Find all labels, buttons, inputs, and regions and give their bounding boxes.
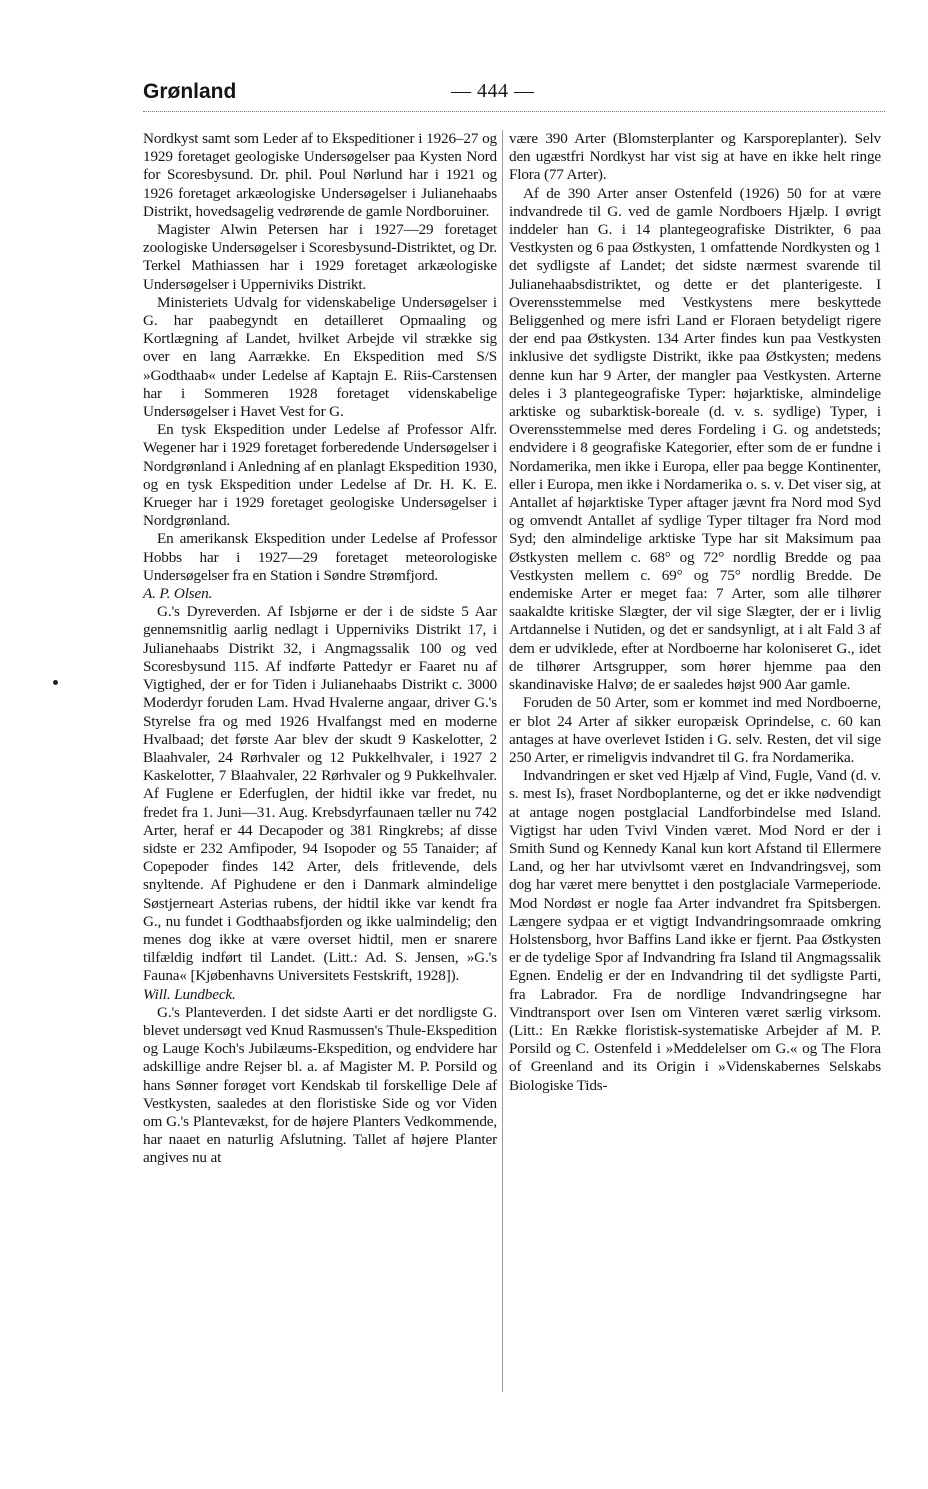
paragraph: Nordkyst samt som Leder af to Ekspeditioner i 1926–27 og 1929 foretaget geologiske Undersøgelser paa Kysten Nord for Scoresbysund. Dr. phil. Poul Nørlund har i 1921 og 1926 foretaget arkæologiske Undersøgelser i Julianehaabs Distrikt, hovedsagelig vedrørende de gamle Nordboruiner. bbox=[143, 130, 497, 220]
paragraph: være 390 Arter (Blomsterplanter og Karsporeplanter). Selv den ugæstfri Nordkyst har vist sig at have en ikke helt ringe Flora (77 Arter). bbox=[509, 130, 881, 184]
paragraph: Af de 390 Arter anser Ostenfeld (1926) 50 for at være indvandrede til G. ved de gamle Nordboers Hjælp. I øvrigt inddeler han G. i 14 plantegeografiske Distrikter, 6 paa Vestkysten og 6 paa Østkysten, 1 omfattende Nordkysten og 1 det sydligste af Landet; det sidste nærmest svarende til Julianehaabsdistriktet, og dette er det planterigeste. I Overensstemmelse med Vestkystens mere beskyttede Beliggenhed og mere isfri Land er Floraen betydeligt rigere der end paa Østkysten. 134 Arter findes kun paa Vestkysten inklusive det sydligste Distrikt, ikke paa Østkysten; medens denne kun har 9 Arter, der mangler paa Vestkysten. Arterne deles i 3 plantegeografiske Typer: højarktiske, almindelige arktiske og subarktisk-boreale (d. v. s. sydlige) Typer, i Overensstemmelse med deres Fordeling i G. og andetsteds; endvidere i 8 geografiske Kategorier, efter som de er fundne i Nordamerika, men ikke i Europa, eller paa begge Kontinenter, eller i Europa, men ikke i Nordamerika o. s. v. Det viser sig, at Antallet af højarktiske Typer aftager jævnt fra Nord mod Syd og omvendt Antallet af sydlige Typer tiltager fra Nord mod Syd; den almindelige arktiske Type har sit Maksimum paa Østkysten mellem c. 68° og 72° nordlig Bredde og paa Vestkysten mellem c. 69° og 75° nordlig Bredde. De endemiske Arter er meget faa: 7 Arter, som alle tilhører saakaldte kritiske Slægter, der vil sige Slægter, der er i livlig Artdannelse i Nutiden, og det er sandsynligt, at i alt Fald 3 af dem er udviklede, efter at Nordboerne har koloniseret G., idet de tilhører Artsgrupper, som hører hjemme paa den skandinaviske Halvø; de er saaledes højst 900 Aar gamle. bbox=[509, 184, 881, 694]
left-column bbox=[143, 130, 497, 1168]
author-signature: A. P. Olsen. bbox=[143, 585, 213, 603]
paragraph: Magister Alwin Petersen har i 1927—29 foretaget zoologiske Undersøgelser i Scoresbysund-Distriktet, og Dr. Terkel Mathiassen har i 1929 foretaget arkæologiske Undersøgelser i Upperniviks Distrikt. bbox=[143, 221, 497, 293]
paragraph: G.'s Planteverden. I det sidste Aarti er det nordligste G. blevet undersøgt ved Knud Rasmussen's Thule-Ekspedition og Lauge Koch's Jubilæums-Ekspedition, og endvidere har adskillige andre Rejser bl. a. af Magister M. P. Porsild og hans Sønner forøget vort Kendskab til forskellige Dele af Vestkysten, saaledes at den floristiske Side og vor Viden om G.'s Plantevækst, for de højere Planters Vedkommende, har naaet en naturlig Afslutning. Tallet af højere Planter angives nu at bbox=[143, 1003, 497, 1167]
running-head bbox=[143, 80, 868, 112]
author-signature: Will. Lundbeck. bbox=[143, 985, 236, 1003]
header-rule bbox=[143, 111, 885, 112]
paragraph: G.'s Dyreverden. Af Isbjørne er der i de sidste 5 Aar gennemsnitlig aarlig nedlagt i Upperniviks Distrikt 17, i Julianehaabs Distrikt 32, i Angmagssalik 100 og ved Scoresbysund 115. Af indførte Pattedyr er Faaret nu af Vigtighed, der er for Tiden i Julianehaabs Distrikt c. 3000 Moderdyr foruden Lam. Hvad Hvalerne angaar, driver G.'s Styrelse fra og med 1926 Hvalfangst med en moderne Hvalbaad; det første Aar blev der skudt 9 Kaskelotter, 2 Blaahvaler, 24 Rørhvaler og 12 Pukkelhvaler, i 1927 2 Kaskelotter, 7 Blaahvaler, 22 Rørhvaler og 9 Pukkelhvaler. Af Fuglene er Ederfuglen, der hidtil ikke var fredet, nu fredet fra 1. Juni—31. Aug. Krebsdyrfaunaen tæller nu 742 Arter, heraf er 44 Decapoder og 381 Ringkrebs; af disse sidste er 232 Amfipoder, 94 Isopoder og 55 Tanaider; af Copepoder findes 142 Arter, dels fritlevende, dels snyltende. Af Pighudene er den i Danmark almindelige Søstjerneart Asterias rubens, der hidtil ikke var kendt fra G., nu fundet i Godthaabsfjorden og ikke ualmindelig; den menes dog ikke at være overset hidtil, men er snarere tilfældig indført til Landet. (Litt.: Ad. S. Jensen, »G.'s Fauna« [Kjøbenhavns Universitets Festskrift, 1928]). bbox=[143, 603, 497, 985]
paragraph: En amerikansk Ekspedition under Ledelse af Professor Hobbs har i 1927—29 foretaget meteorologiske Undersøgelser fra en Station i Søndre Strømfjord. bbox=[143, 530, 497, 584]
margin-mark bbox=[53, 680, 58, 685]
paragraph: Indvandringen er sket ved Hjælp af Vind, Fugle, Vand (d. v. s. mest Is), fraset Nordboplanterne, og det er ikke nødvendigt at antage nogen postglacial Landforbindelse med Island. Vigtigst har uden Tvivl Vinden været. Mod Nord er der i Smith Sund og Kennedy Kanal kun kort Afstand til Ellermere Land, og her har utvivlsomt været en Indvandringsvej, som dog har været mere benyttet i den postglaciale Varmeperiode. Mod Nordøst er nogle faa Arter indvandret fra Spitsbergen. Længere sydpaa er et vigtigt Indvandringsomraade omkring Holstensborg, hvor Baffins Land ikke er fjernt. Paa Østkysten er de tydelige Spor af Indvandring fra Island til Angmagssalik Egnen. Endelig er der en Indvandring til det sydligste Parti, fra Labrador. Fra de nordlige Indvandringsegne har Vindtransport over Isen om Vinteren været særlig virksom. (Litt.: En Række floristisk-systematiske Arbejder af M. P. Porsild og C. Ostenfeld i »Meddelelser om G.« og The Flora of Greenland and its Origin i »Videnskabernes Selskabs Biologiske Tids- bbox=[509, 767, 881, 1094]
section-title: Grønland bbox=[143, 80, 237, 103]
paragraph: Foruden de 50 Arter, som er kommet ind med Nordboerne, er blot 24 Arter af sikker europæisk Oprindelse, c. 60 kan antages at have overlevet Istiden i G. selv. Resten, det vil sige 250 Arter, er rimeligvis indvandret til G. fra Nordamerika. bbox=[509, 694, 881, 766]
column-divider bbox=[502, 130, 503, 1392]
right-column bbox=[509, 130, 881, 1095]
paragraph: En tysk Ekspedition under Ledelse af Professor Alfr. Wegener har i 1929 foretaget forberedende Undersøgelser i Nordgrønland i Anledning af en planlagt Ekspedition 1930, og en tysk Ekspedition under Ledelse af Dr. H. K. E. Krueger har i 1929 foretaget geologiske Undersøgelser i Nordgrønland. bbox=[143, 421, 497, 530]
page-number: — 444 — bbox=[451, 80, 535, 102]
paragraph: Ministeriets Udvalg for videnskabelige Undersøgelser i G. har paabegyndt en detailleret Opmaaling og Kortlægning af Landet, hvilket Arbejde vil strække sig over en lang Aarrække. En Ekspedition med S/S »Godthaab« under Ledelse af Kaptajn E. Riis-Carstensen har i Sommeren 1928 foretaget videnskabelige Undersøgelser i Havet Vest for G. bbox=[143, 293, 497, 421]
